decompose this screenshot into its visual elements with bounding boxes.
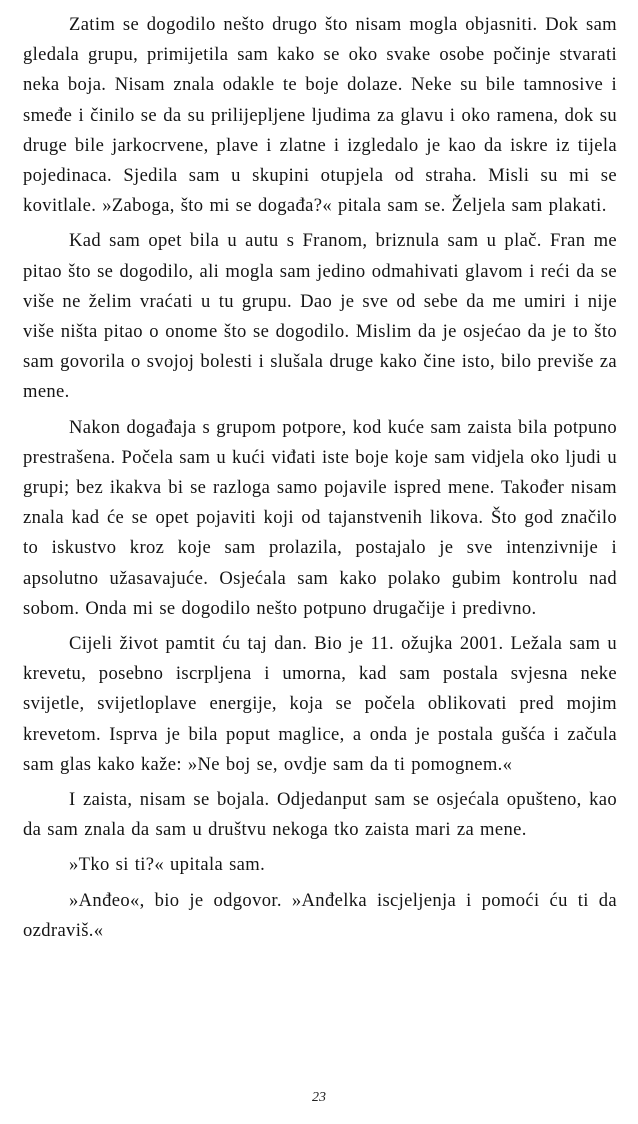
paragraph-6: »Tko si ti?« upitala sam. [69, 854, 266, 876]
page-number: 23 [312, 1090, 326, 1105]
book-page-body [23, 10, 617, 946]
paragraph-2: Kad sam opet bila u autu s Franom, briznula sam u plač. Fran me pitao što se dogodilo, ali mogla sam jedino odmahivati glavom i reći da se više ne želim vraćati u tu grupu. Dao je sve od sebe da me umiri i nije više ništa pitao o onome što se dogodilo. Mislim da je osjećao da je to što sam govorila o svojoj bolesti i slušala druge kako čine isto, bilo previše za mene. [23, 230, 617, 403]
paragraph-5: I zaista, nisam se bojala. Odjedanput sam se osjećala opušteno, kao da sam znala da sam u društvu nekoga tko zaista mari za mene. [23, 789, 617, 841]
paragraph-4: Cijeli život pamtit ću taj dan. Bio je 11. ožujka 2001. Ležala sam u krevetu, posebno iscrpljena i umorna, kad sam postala svjesna neke svijetle, svijetloplave energije, koja se počela oblikovati pred mojim krevetom. Isprva je bila poput maglice, a onda je postala gušća i začula sam glas kako kaže: »Ne boj se, ovdje sam da ti pomognem.« [23, 633, 617, 775]
paragraph-3: Nakon događaja s grupom potpore, kod kuće sam zaista bila potpuno prestrašena. Počela sam u kući viđati iste boje koje sam vidjela oko ljudi u grupi; bez ikakva bi se razloga samo pojavile ispred mene. Također nisam znala kad će se opet pojaviti koji od tajanstvenih likova. Što god značilo to iskustvo kroz koje sam prolazila, postajalo je sve intenzivnije i apsolutno užasavajuće. Osjećala sam kako polako gubim kontrolu nad sobom. Onda mi se dogodilo nešto potpuno drugačije i predivno. [23, 416, 617, 619]
paragraph-1: Zatim se dogodilo nešto drugo što nisam mogla objasniti. Dok sam gledala grupu, primijetila sam kako se oko svake osobe počinje stvarati neka boja. Nisam znala odakle te boje dolaze. Neke su bile tamnosive i smeđe i činilo se da su prilijepljene ljudima za glavu i oko ramena, dok su druge bile jarkocrvene, plave i zlatne i izgledalo je kao da iskre iz tijela pojedinaca. Sjedila sam u skupini otupjela od straha. Misli su mi se kovitlale. »Zaboga, što mi se događa?« pitala sam se. Željela sam plakati. [23, 14, 617, 217]
paragraph-7: »Anđeo«, bio je odgovor. »Anđelka iscjeljenja i pomoći ću ti da ozdraviš.« [23, 889, 617, 941]
